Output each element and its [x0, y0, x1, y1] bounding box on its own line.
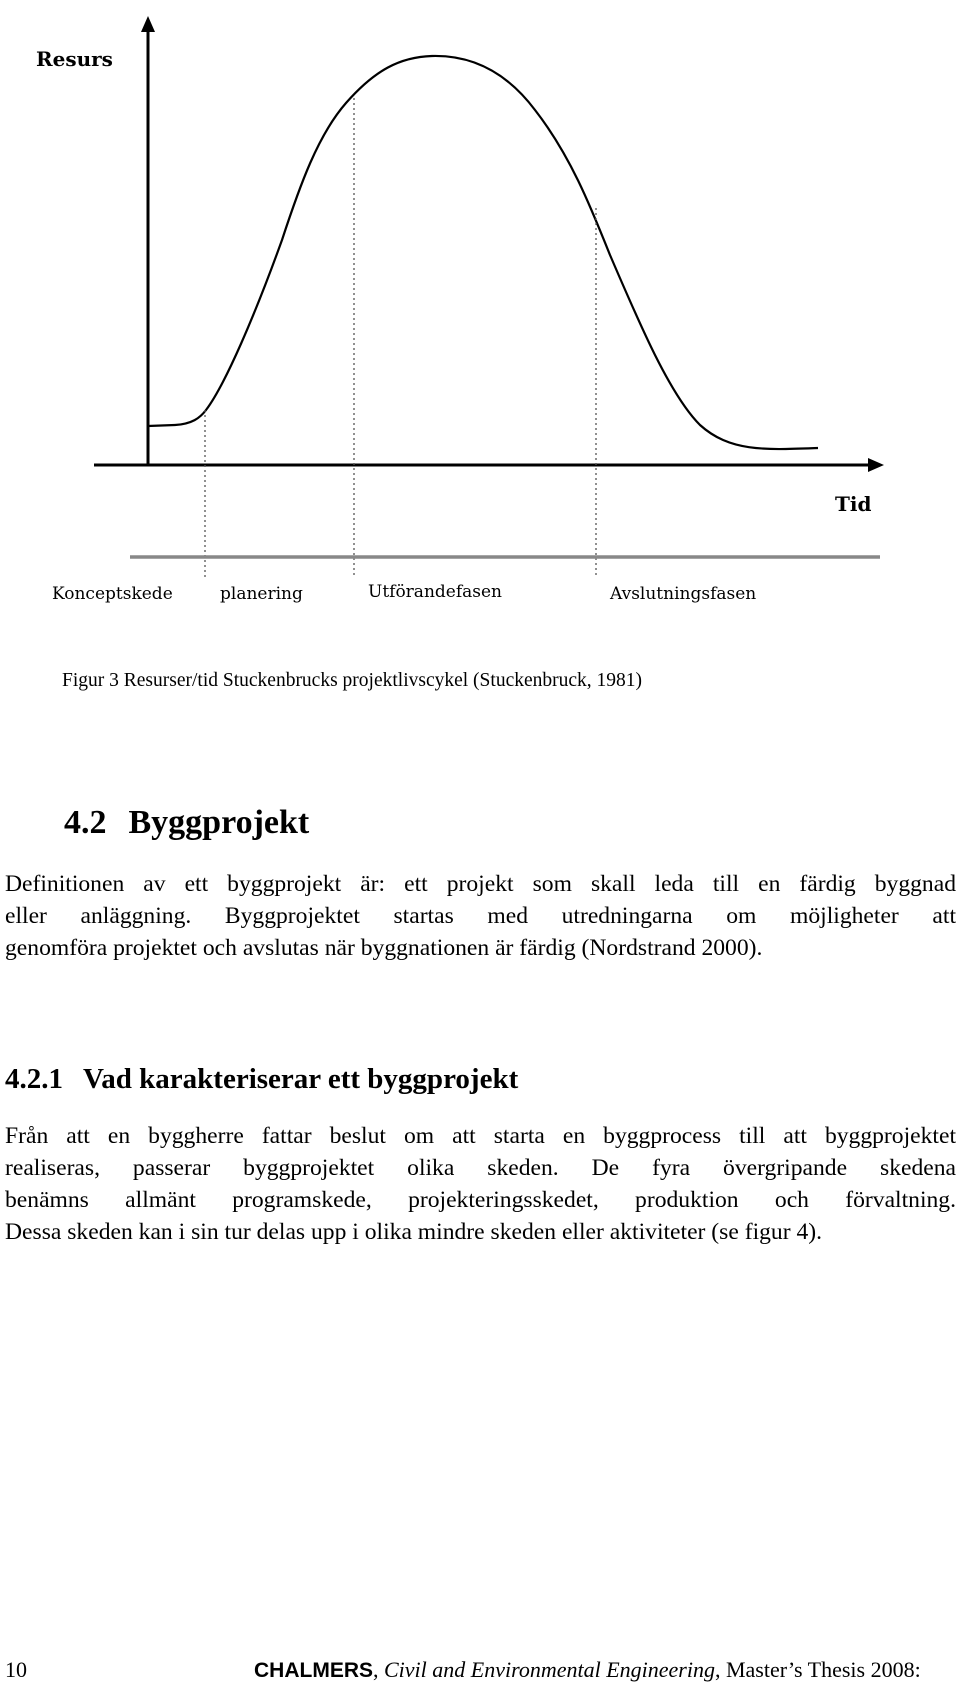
section-number: 4.2 [64, 804, 107, 841]
section-paragraph [5, 868, 956, 964]
subsection-paragraph [5, 1120, 956, 1248]
phase-label-planering: planering [220, 584, 303, 604]
lifecycle-curve-diagram [0, 0, 960, 630]
footer-thesis: , Master’s Thesis 2008: [714, 1657, 921, 1682]
phase-label-utforandefasen: Utförandefasen [368, 582, 502, 602]
running-footer [254, 1657, 921, 1683]
subsection-heading [5, 1063, 518, 1096]
resource-time-figure [0, 0, 960, 630]
paragraph-line: Dessa skeden kan i sin tur delas upp i olika mindre skeden eller aktiviteter (se figur 4). [5, 1219, 823, 1245]
section-title: Byggprojekt [128, 804, 310, 841]
x-axis-label: Tid [835, 492, 872, 516]
paragraph-line: benämns allmänt programskede, projekteringsskedet, produktion och förvaltning. [5, 1187, 956, 1213]
paragraph-line: Från att en byggherre fattar beslut om att starta en byggprocess till att byggprojektet [5, 1123, 956, 1149]
paragraph-line: genomföra projektet och avslutas när byggnationen är färdig (Nordstrand 2000). [5, 935, 763, 961]
footer-department: Civil and Environmental Engineering [384, 1657, 715, 1682]
footer-separator: , [373, 1657, 384, 1682]
resource-curve [148, 56, 818, 449]
paragraph-line: realiseras, passerar byggprojektet olika skeden. De fyra övergripande skedena [5, 1155, 956, 1181]
paragraph-line: Definitionen av ett byggprojekt är: ett projekt som skall leda till en färdig byggnad [5, 871, 956, 897]
y-axis-label: Resurs [36, 47, 113, 71]
x-axis-arrowhead [868, 458, 884, 472]
y-axis-arrowhead [141, 16, 155, 32]
phase-label-avslutningsfasen: Avslutningsfasen [610, 584, 757, 604]
section-heading [64, 804, 309, 842]
subsection-title: Vad karakteriserar ett byggprojekt [83, 1063, 519, 1095]
phase-label-konceptskede: Konceptskede [52, 584, 173, 604]
subsection-number: 4.2.1 [5, 1063, 63, 1095]
paragraph-line: eller anläggning. Byggprojektet startas med utredningarna om möjligheter att [5, 903, 956, 929]
figure-caption: Figur 3 Resurser/tid Stuckenbrucks projektlivscykel (Stuckenbruck, 1981) [62, 670, 643, 691]
page-number: 10 [5, 1657, 27, 1682]
footer-brand: CHALMERS [254, 1659, 373, 1682]
